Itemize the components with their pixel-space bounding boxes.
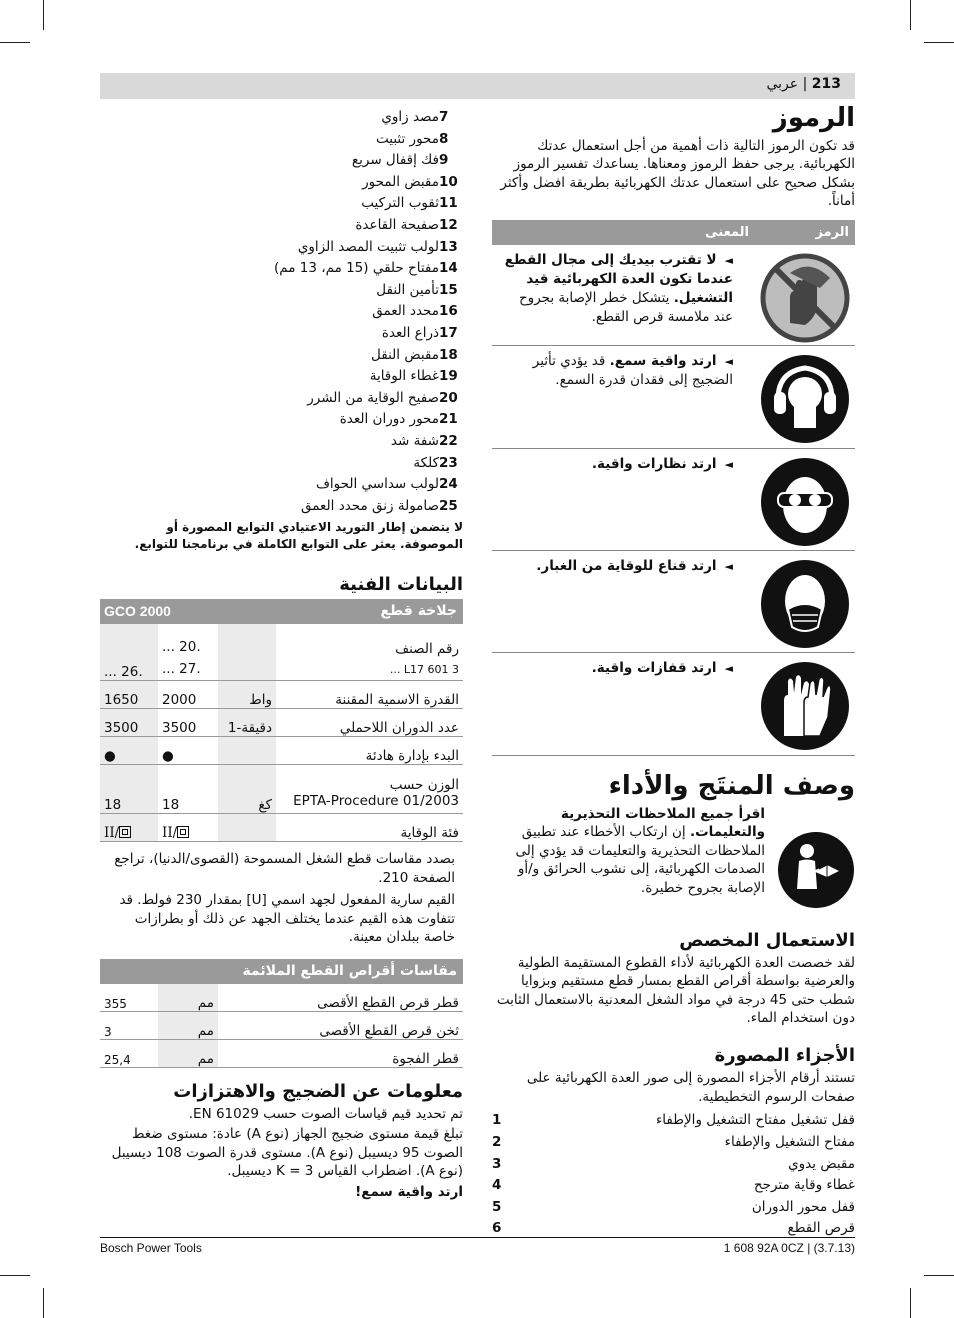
table-row: عدد الدوران اللاحملي دقيقة-1 3500 3500 <box>100 709 463 737</box>
table-row: البدء بإدارة هادئة ● ● <box>100 737 463 765</box>
list-item: 24 لولب سداسي الحواف <box>315 476 458 493</box>
symbol-row <box>492 449 855 551</box>
protective-gloves-icon <box>760 661 850 751</box>
disc-sizes-title: مقاسات أقراص القطع الملائمة <box>242 962 457 979</box>
dust-mask-icon <box>760 559 850 649</box>
symbols-table-header <box>492 220 855 245</box>
list-item: 20 صفيح الوقاية من الشرر <box>307 389 458 406</box>
table-row: رقم الصنف 3 601 L17 ... ... 20. ... 27. ... 26. <box>100 624 463 681</box>
table-row: ثخن قرص القطع الأقصى مم 3 <box>100 1011 463 1039</box>
list-item: 15 تأمين النقل <box>376 281 458 298</box>
read-manual-icon <box>777 831 855 909</box>
list-item: 7 مصد زاوي <box>381 109 449 125</box>
no-hands-near-blade-icon <box>760 253 850 343</box>
list-item: 3 مقبض يدوي <box>492 1155 855 1172</box>
crop-mark <box>924 42 954 43</box>
list-item: 13 لولب تثبيت المصد الزاوي <box>297 238 458 255</box>
list-item: 22 شفة شد <box>390 432 458 449</box>
table-row: قطر قرص القطع الأقصى مم 355 <box>100 984 463 1012</box>
technical-data-grid <box>100 624 463 842</box>
technical-data-banner <box>100 599 463 624</box>
table-row: قطر الفجوة مم 25,4 <box>100 1039 463 1067</box>
symbol-meaning: ◄لا تقترب بيديك إلى مجال القطع عندما تكون العدة الكهربائية قيد التشغيل. يتشكل خطر الإصابة بجروح عند ملامسة قرص القطع. <box>504 252 733 325</box>
list-item: 19 غطاء الوقاية <box>369 368 458 385</box>
components-title: الأجزاء المصورة <box>714 1044 855 1066</box>
disc-sizes-table <box>100 984 463 1068</box>
right-column <box>492 104 855 211</box>
symbols-intro: قد تكون الرموز التالية ذات أهمية من أجل استعمال عدتك الكهربائية. يرجى حفظ الرموز ومعناها. يساعدك تفسير الرموز بشكل صحيح على استعمال عدتك الكهربائية بطريقة افضل وأكثر أماناً. <box>500 137 855 210</box>
crop-mark <box>910 1288 911 1318</box>
symbol-meaning: ◄ارتد قناع للوقاية من الغبار. <box>536 558 733 574</box>
page-language: عربي <box>766 76 799 92</box>
page-number-value: 213 <box>811 76 841 92</box>
model-name: GCO 2000 <box>104 603 171 619</box>
page-footer <box>100 1237 855 1255</box>
table-row: الوزن حسب EPTA-Procedure 01/2003 كغ 18 18 <box>100 765 463 814</box>
tech-note-1: بصدد مقاسات قطع الشغل المسموحة (القصوى/الدنيا)، تراجع الصفحة 210. <box>114 851 455 886</box>
symbol-meaning: ◄ارتد واقية سمع. قد يؤدي تأثير الضجيج إلى فقدان قدرة السمع. <box>532 353 733 388</box>
ear-protection-icon <box>760 354 850 444</box>
symbols-table <box>492 220 855 756</box>
table-row: فئة الوقاية II/ II/ <box>100 814 463 842</box>
technical-data-table <box>100 599 463 1201</box>
accessories-note: لا يتضمن إطار التوريد الاعتيادي التوابع المصورة أو الموصوفة. يعثر على التوابع الكاملة في برنامجنا للتوابع. <box>134 520 463 552</box>
list-item: 2 مفتاح التشغيل والإطفاء <box>492 1133 855 1150</box>
left-column <box>100 107 463 597</box>
tool-label: جلاخة قطع <box>380 603 457 619</box>
components-list-continued <box>100 107 463 517</box>
intended-use-title: الاستعمال المخصص <box>679 929 855 951</box>
noise-title: معلومات عن الضجيج والاهتزازات <box>173 1080 463 1102</box>
list-item: 25 صامولة زنق محدد العمق <box>300 497 458 514</box>
symbol-row <box>492 245 855 346</box>
double-insulation-icon <box>119 826 131 838</box>
list-item: 14 مفتاح حلقي (15 مم، 13 مم) <box>273 260 458 277</box>
list-item: 23 كلكة <box>413 454 458 471</box>
col-symbol: الرمز <box>815 225 849 240</box>
components-intro: تستند أرقام الأجزاء المصورة إلى صور العدة الكهربائية على صفحات الرسوم التخطيطية. <box>526 1070 855 1105</box>
symbol-row <box>492 551 855 653</box>
list-item: 8 محور تثبيت <box>376 130 449 147</box>
intended-use-text: لقد خصصت العدة الكهربائية لأداء القطوع المستقيمة الطولية والعرضية بواسطة أقراص القطع بمسار قطع مستقيم وبزوايا شطب حتى 45 درجة في مواد الشغل المعدنية بالاستعمال الثابت دون استخدام الماء. <box>496 954 855 1027</box>
safety-goggles-icon <box>760 457 850 547</box>
noise-warning: ارتد واقية سمع! <box>355 1183 463 1200</box>
list-item: 1 قفل تشغيل مفتاح التشغيل والإطفاء <box>492 1112 855 1129</box>
list-item: 6 قرص القطع <box>492 1220 855 1237</box>
noise-standard: تم تحديد قيم قياسات الصوت حسب EN 61029. <box>188 1105 463 1122</box>
list-item: 11 ثقوب التركيب <box>361 195 458 212</box>
crop-mark <box>43 1288 44 1318</box>
footer-docnum: 1 608 92A 0CZ | (3.7.13) <box>723 1241 855 1255</box>
list-item: 21 محور دوران العدة <box>339 411 458 428</box>
page-header <box>100 73 855 99</box>
tech-note-2: القيم سارية المفعول لجهد اسمي [U] بمقدار 230 فولط. قد تتفاوت هذه القيم عندما يختلف الجهد عن ذلك أو بطرازات خاصة ببلدان معينة. <box>119 892 455 945</box>
crop-mark <box>910 0 911 30</box>
product-description-title: وصف المنتَج والأداء <box>608 771 855 801</box>
crop-mark <box>0 42 30 43</box>
list-item: 12 صفيحة القاعدة <box>355 216 458 233</box>
symbol-row <box>492 346 855 449</box>
list-item: 10 مقبض المحور <box>362 173 458 190</box>
disc-sizes-banner <box>100 959 463 984</box>
list-item: 16 محدد العمق <box>372 303 458 320</box>
footer-brand: Bosch Power Tools <box>100 1241 202 1255</box>
list-item: 18 مقبض النقل <box>371 346 458 363</box>
components-list <box>492 1110 855 1240</box>
crop-mark <box>43 0 44 30</box>
product-description <box>492 772 855 1240</box>
symbol-meaning: ◄ارتد نظارات واقية. <box>591 456 733 472</box>
list-item: 4 غطاء وقاية مترجح <box>492 1177 855 1194</box>
list-item: 9 فك إقفال سريع <box>351 152 449 169</box>
warning-text: اقرأ جميع الملاحظات التحذيرية والتعليمات. إن ارتكاب الأخطاء عند تطبيق الملاحظات التحذيرية والتعليمات قد يؤدي إلى الصدمات الكهربائية، إلى نشوب الحرائق و/أو الإصابة بجروح خطيرة. <box>515 805 765 896</box>
list-item: 5 قفل محور الدوران <box>492 1198 855 1215</box>
technical-data-title: البيانات الفنية <box>339 574 463 596</box>
symbol-row <box>492 653 855 756</box>
symbols-title: الرموز <box>772 103 855 133</box>
list-item: 17 ذراع العدة <box>381 324 458 341</box>
page-number: 213 | عربي <box>766 76 841 92</box>
crop-mark <box>0 1275 30 1276</box>
symbol-meaning: ◄ارتد قفازات واقية. <box>591 660 733 676</box>
double-insulation-icon <box>177 826 189 838</box>
col-meaning: المعنى <box>705 225 749 240</box>
noise-values: تبلغ قيمة مستوى ضجيج الجهاز (نوع A) عادة: مستوى ضغط الصوت 95 ديسيبل (نوع A). مستوى قدرة الصوت 108 ديسيبل (نوع A). اضطراب القياس K = 3 ديسيبل. <box>111 1126 463 1180</box>
crop-mark <box>924 1275 954 1276</box>
table-row: القدرة الاسمية المقننة واط 2000 1650 <box>100 681 463 709</box>
